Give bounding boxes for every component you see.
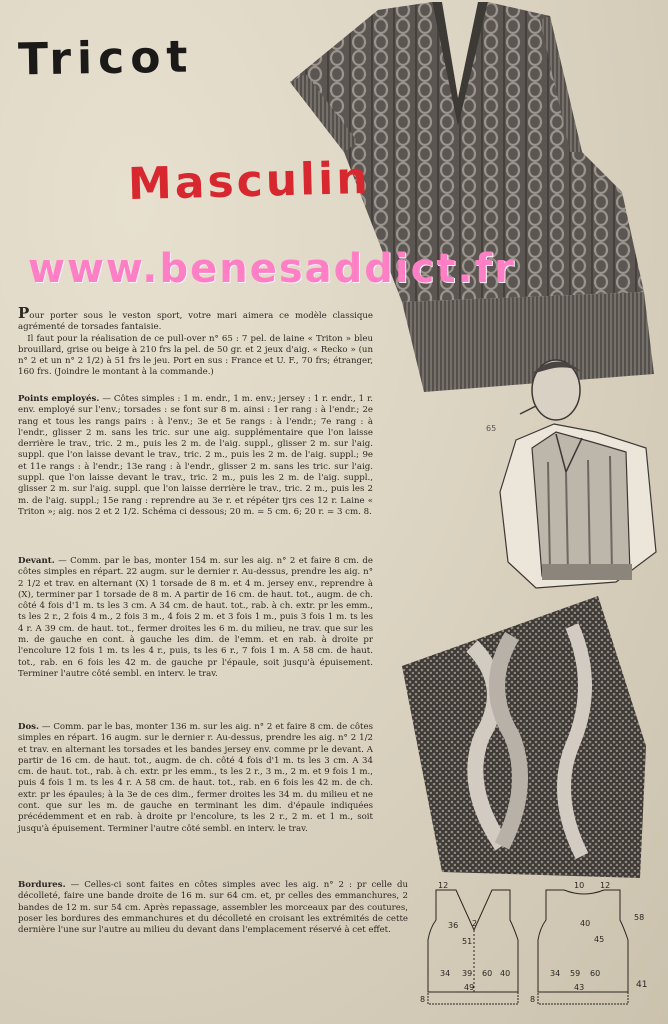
intro-line-2: Il faut pour la réalisation de ce pull-over n° 65 : 7 pel. de laine « Triton » bleu brouillard, grise ou beige à 210 frs la pel. de 50 gr. et 2 jeux d'aig. « Recko » (un n° 2 et un n° 2 1/2) à 51 frs le jeu. Port en sus : France et U. F., 70 frs; étranger, 160 frs. (Joindre le montant à la commande.) [18,333,373,378]
schema-front-e: 39 [462,969,473,978]
schema-back-rib: 8 [530,995,536,1004]
schema-back-d: 59 [570,969,581,978]
schema-back-c: 34 [550,969,561,978]
bordures-text: — Celles-ci sont faites en côtes simples avec les aig. n° 2 : pr celle du décolleté, faire une bande droite de 16 m. sur 64 cm. et, pr celles des emmanchures, 2 bandes de 12 m. sur 54 cm. Après repassage, assembler les morceaux par des coutures, poser les bordures des emmanchures et du décolleté en croisant les extrémités de cette dernière l'une sur l'autre au milieu du devant dans l'emplacement réservé à cet effet. [18,880,408,936]
watermark-text: www.benesaddict.fr [28,246,516,292]
bordures-heading: Bordures. [18,880,66,890]
schema-front-a: 36 [448,921,459,930]
schema-back-top2: 12 [600,881,611,890]
schema-front-top: 12 [438,881,449,890]
dos-heading: Dos. [18,722,40,732]
dos-paragraph [18,722,373,835]
dos-text: — Comm. par le bas, monter 136 m. sur les aig. n° 2 et faire 8 cm. de côtes simples en répart. 16 augm. sur le dernier r. Au-dessus, prendre les aig. n° 2 1/2 et trav. en alternant les torsades et les bandes jersey env. comme pr le devant. A partir de 16 cm. de haut. tot., augm. de ch. côté 4 fois d'1 m. ts les 3 cm. A 34 cm. de haut. tot., rab. à ch. extr. pr les emm., ts les 2 r., 3 m., 2 m. et 9 fois 1 m., puis 4 fois 1 m. ts les 4 r. A 58 cm. de haut. tot., rab. en 6 fois les 42 m. de ch. extr. pr les épaules; à la 3e de ces dim., fermer droites les 34 m. du milieu et ne cont. que sur les m. de gauche en terminant les dim. d'épaule indiquées précédemment et en rab. à droite pr l'encolure, ts les 2 r., 2 m. et 1 m., soit jusqu'à épuisement. Terminer l'autre côté sembl. en interv. le trav. [18,722,373,834]
points-text: — Côtes simples : 1 m. endr., 1 m. env.; jersey : 1 r. endr., 1 r. env. employé sur l'env.; torsades : se font sur 8 m. ainsi : 1er rang : à l'endr.; 2e rang et tous les rangs pairs : à l'env.; 3e et 5e rangs : à l'endr.; 7e rang : à l'endr., glisser 2 m. sans les tric. sur une aig. supplémentaire que l'on laisse derrière le trav., tric. 2 m., puis les 2 m. de l'aig. suppl., glisser 2 m. sur l'aig. suppl. que l'on laisse devant le trav., tric. 2 m., puis les 2 m. de l'aig. suppl.; 9e et 11e rangs : à l'endr.; 13e rang : à l'endr., glisser 2 m. sans les tric. sur l'aig. suppl. que l'on laisse devant le trav., tric. 2 m., puis les 2 m. de l'aig. suppl., glisser 2 m. sur l'aig. suppl. que l'on laisse derrière le trav., tric. 2 m., puis les 2 m. de l'aig. suppl.; 15e rang : reprendre au 3e r. et répéter tjrs ces 12 r. Laine « Triton »; aig. nos 2 et 2 1/2. Schéma ci dessous; 20 m. = 5 cm. 6; 20 r. = 3 cm. 8. [18,394,373,517]
schema-back-top1: 10 [574,881,585,890]
schema-front-g: 40 [500,969,511,978]
schema-front-c: 51 [462,937,473,946]
pattern-schematics [414,880,654,1015]
devant-text: — Comm. par le bas, monter 154 m. sur les aig. n° 2 et faire 8 cm. de côtes simples en répart. 22 augm. sur le dernier r. Au-dessus, prendre les aig. n° 2 1/2 et trav. en alternant (X) 1 torsade de 8 m. et 4 m. jersey env., reprendre à (X), terminer par 1 torsade de 8 m. A partir de 16 cm. de haut. tot., augm. de ch. côté 4 fois d'1 m. ts les 3 cm. A 34 cm. de haut. tot., rab. à ch. extr. pr les emm., ts les 2 r., 2 fois 4 m., 2 fois 3 m., 4 fois 2 m. et 3 fois 1 m., puis 3 fois 1 m. ts les 4 r. A 39 cm. de haut. tot., fermer droites les 6 m. du milieu, ne trav. que sur les m. de gauche en cont. à gauche les dim. de l'emm. et en rab. à droite pr l'encolure 12 fois 1 m. ts les 4 r., puis, ts les 6 r., 7 fois 1 m. A 58 cm. de haut. tot., rab. en 6 fois les 42 m. de gauche pr l'épaule, soit jusqu'à épuisement. Terminer l'autre côté sembl. en interv. le trav. [18,556,373,679]
schema-front-rib: 8 [420,995,426,1004]
devant-paragraph [18,556,373,680]
page-number: 41 [636,980,648,990]
points-heading: Points employés. [18,394,100,404]
schema-front-bottom: 49 [464,983,475,992]
schema-front-f: 60 [482,969,493,978]
bordures-paragraph [18,880,408,936]
title-masculin: Masculin [127,152,372,211]
schema-back-g: 58 [634,913,645,922]
title-word-1: Tricot [17,31,194,86]
photo-caption: 65 [486,424,497,433]
dropcap: P [18,304,30,322]
schema-back-a: 40 [580,919,591,928]
intro-paragraph [18,306,373,379]
man-illustration [496,352,666,614]
schema-back-b: 45 [594,935,605,944]
schema-back-e: 60 [590,969,601,978]
schema-front-b: 2 [472,919,478,928]
devant-heading: Devant. [18,556,55,566]
knit-swatch-photo [402,596,646,878]
intro-line-1: our porter sous le veston sport, votre mari aimera ce modèle classique agrémenté de torsades fantaisie. [18,311,373,333]
points-paragraph [18,394,373,518]
title-tricot [17,12,194,85]
schema-back-bottom: 43 [574,983,585,992]
schema-front-d: 34 [440,969,451,978]
